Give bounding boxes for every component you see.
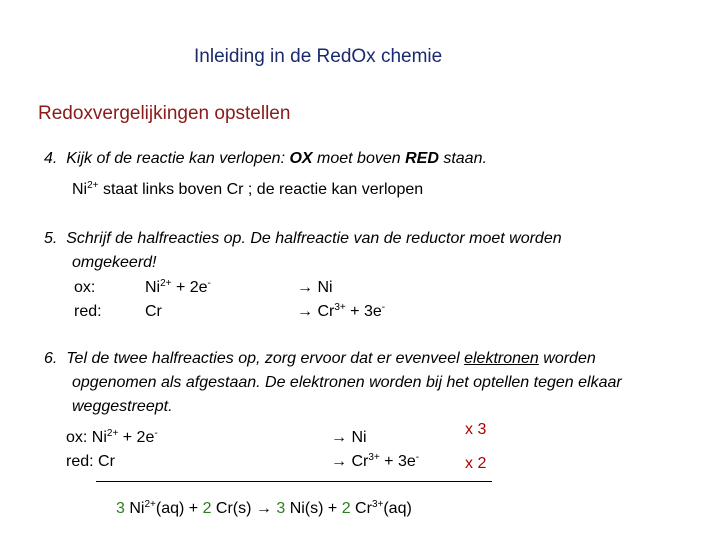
ox-half-reaction-lhs	[145, 279, 211, 297]
charge: 3+	[334, 302, 346, 313]
species: (aq) +	[155, 500, 203, 517]
red-keyword: RED	[405, 150, 439, 167]
step-number: 5.	[44, 230, 58, 247]
species: Cr	[313, 303, 335, 320]
step-text: moet boven	[312, 150, 406, 167]
species: Cr	[350, 500, 372, 517]
species: Ni	[124, 500, 145, 517]
step-6-line-2: opgenomen als afgestaan. De elektronen worden bij het optellen tegen elkaar	[72, 374, 622, 391]
sum-divider	[96, 481, 492, 482]
red-sum-lhs: red: Cr	[66, 453, 115, 470]
electrons: + 2e	[118, 429, 155, 446]
charge: 2+	[106, 428, 119, 439]
charge: 2+	[160, 278, 172, 289]
red-half-reaction-rhs	[297, 303, 385, 321]
red-label: red:	[74, 303, 102, 320]
underlined-term: elektronen	[464, 350, 539, 367]
electrons: + 3e	[345, 303, 382, 320]
species: Ni	[313, 279, 333, 296]
step-text: Tel de twee halfreacties op, zorg ervoor dat er evenveel	[66, 350, 465, 367]
step-6-line-3: weggestreept.	[72, 398, 173, 415]
arrow-icon: →	[331, 453, 347, 470]
ox-sum-rhs	[331, 429, 367, 447]
species: ox: Ni	[66, 429, 107, 446]
ox-keyword: OX	[289, 150, 313, 167]
step-5-line-1	[44, 230, 562, 248]
step-text: staan.	[438, 150, 487, 167]
coefficient: 2	[341, 500, 351, 517]
electrons: + 3e	[379, 453, 416, 470]
red-sum-rhs	[331, 453, 419, 471]
charge: 2+	[87, 180, 99, 191]
step-text: worden	[538, 350, 596, 367]
species: Ni	[145, 279, 161, 296]
charge: 2+	[144, 499, 156, 510]
arrow-icon: →	[255, 500, 272, 517]
arrow-icon: →	[297, 279, 313, 296]
multiplier-ox: x 3	[465, 421, 487, 438]
step-text: Kijk of de reactie kan verlopen:	[66, 150, 290, 167]
electrons: + 2e	[171, 279, 208, 296]
step-text: Schrijf de halfreacties op. De halfreactie van de reductor moet worden	[66, 230, 562, 247]
multiplier-red: x 2	[465, 455, 487, 472]
coefficient: 3	[271, 500, 286, 517]
slide-title: Inleiding in de RedOx chemie	[194, 46, 443, 67]
species: (aq)	[383, 500, 412, 517]
electron-charge: -	[207, 278, 211, 289]
ox-label: ox:	[74, 279, 96, 296]
species: Ni	[72, 181, 88, 198]
charge: 3+	[368, 452, 380, 463]
electron-charge: -	[415, 452, 420, 463]
charge: 3+	[371, 499, 384, 510]
arrow-icon: →	[331, 429, 347, 446]
electron-charge: -	[154, 428, 158, 439]
step-number: 4.	[44, 150, 58, 167]
ox-half-reaction-rhs	[297, 279, 333, 297]
species: Ni(s) +	[285, 500, 342, 517]
red-half-reaction-lhs: Cr	[145, 303, 162, 320]
step-4-line-2	[72, 181, 423, 199]
species: Ni	[347, 429, 367, 446]
ox-sum-lhs	[66, 429, 158, 447]
species: Cr	[347, 453, 369, 470]
step-text: staat links boven Cr ; de reactie kan verlopen	[98, 181, 424, 198]
slide-subtitle: Redoxvergelijkingen opstellen	[38, 103, 291, 124]
coefficient: 2	[202, 500, 212, 517]
species: Cr(s)	[211, 500, 256, 517]
coefficient: 3	[116, 500, 125, 517]
electron-charge: -	[381, 302, 386, 313]
step-number: 6.	[44, 350, 58, 367]
step-5-line-2: omgekeerd!	[72, 254, 157, 271]
arrow-icon: →	[297, 303, 313, 320]
step-4-line-1	[44, 150, 487, 168]
step-6-line-1	[44, 350, 596, 368]
total-equation	[116, 500, 412, 518]
